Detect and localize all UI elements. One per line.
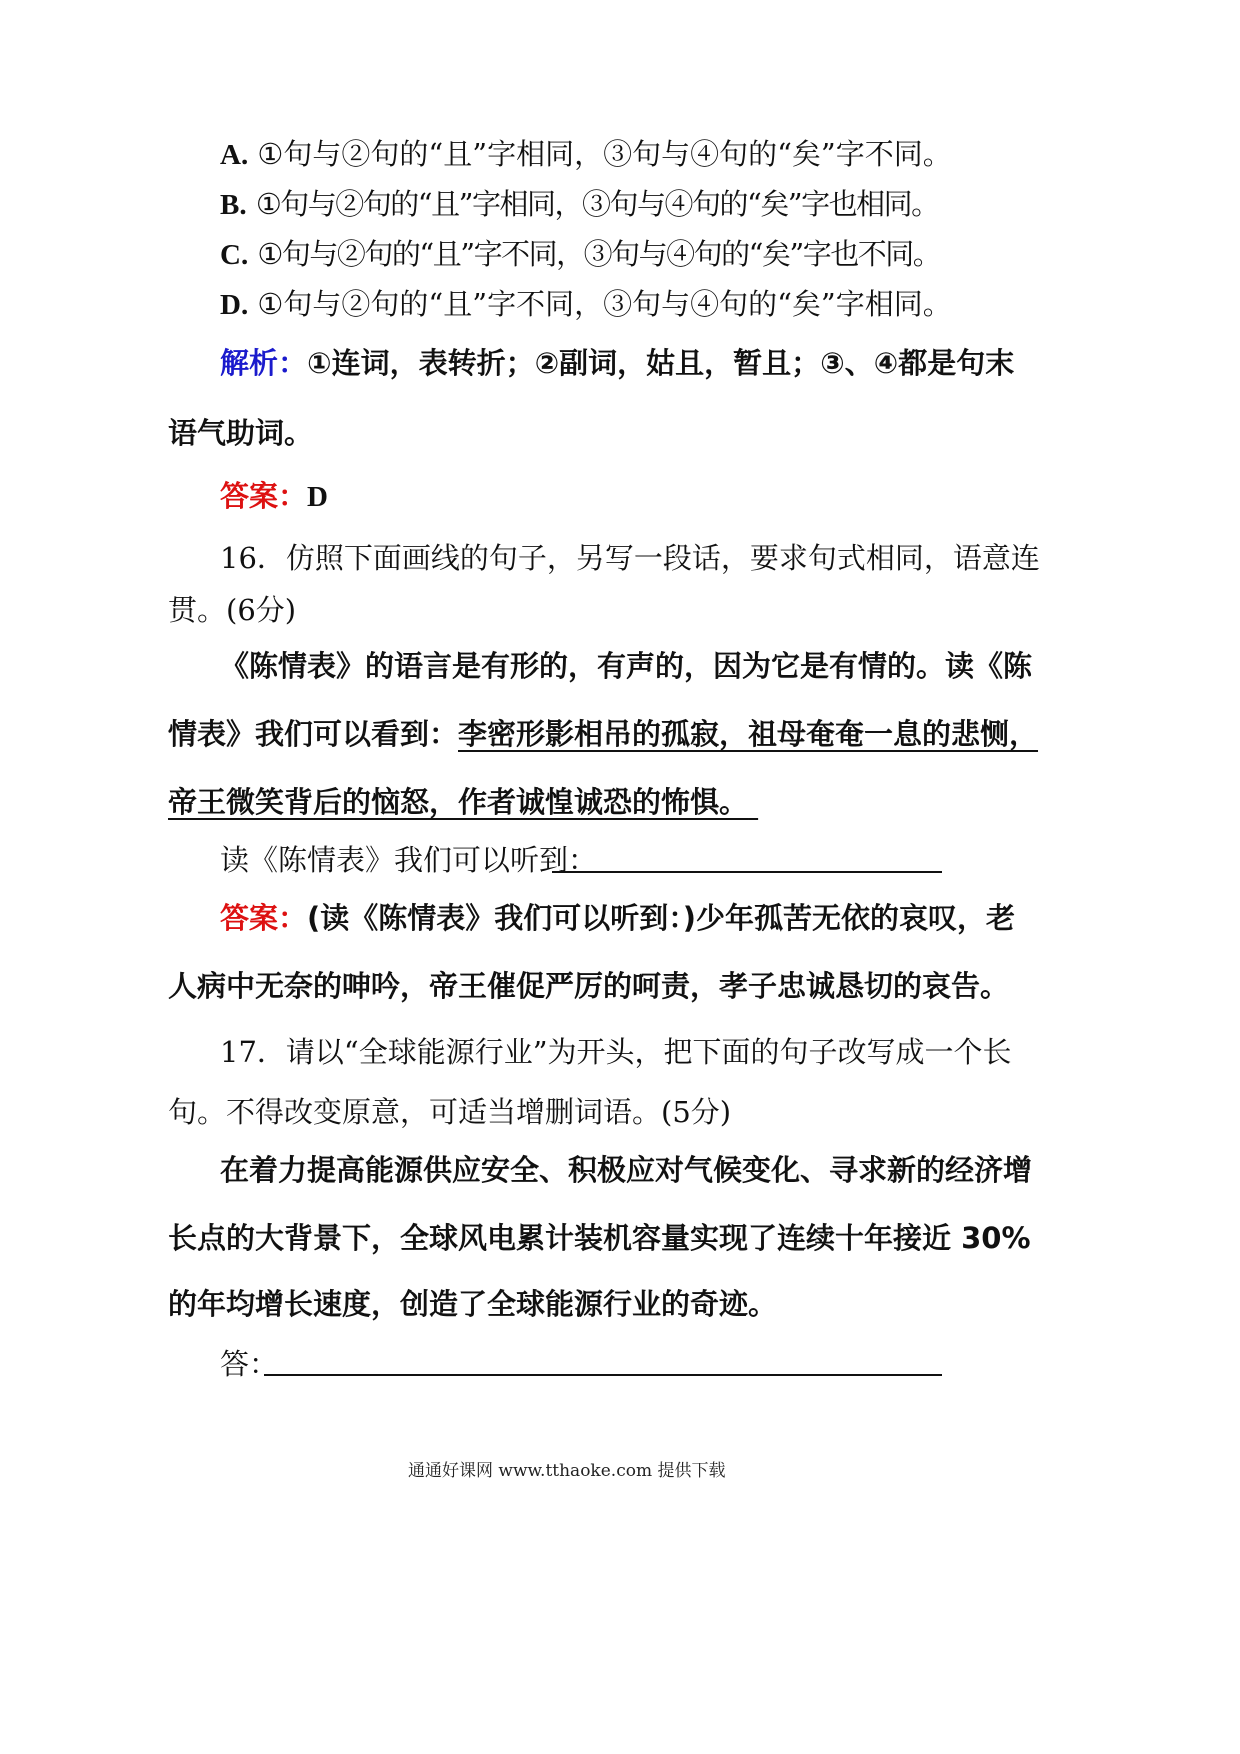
q17-prompt-cont: 句。不得改变原意，可适当增删词语。(5分) [168,1095,732,1129]
analysis-text: ①连词，表转折；②副词，姑且，暂且；③、④都是句末 [307,346,1015,380]
underlined-sentence: 李密形影相吊的孤寂，祖母奄奄一息的悲恻， [458,717,1039,751]
option-letter: D. [220,289,249,321]
q17-passage-line2: 长点的大背景下，全球风电累计装机容量实现了连续十年接近 30% [168,1221,1031,1255]
q16-fill-prompt: 读《陈情表》我们可以听到： [220,843,598,877]
q17-prompt: 17．请以“全球能源行业”为开头，把下面的句子改写成一个长 [220,1035,1012,1069]
option-letter: A. [220,139,249,171]
answer-text: (读《陈情表》我们可以听到：)少年孤苦无依的哀叹，老 [307,901,1016,935]
option-b [220,186,939,223]
q16-passage-line3 [168,784,758,820]
page-footer: 通通好课网 www.tthaoke.com 提供下载 [408,1461,726,1481]
answer-value: D [307,481,328,513]
q17-passage-line3: 的年均增长速度，创造了全球能源行业的奇迹。 [168,1287,778,1321]
q15-analysis-cont: 语气助词。 [168,416,314,450]
answer-label: 答案： [220,901,308,935]
q16-passage-line1: 《陈情表》的语言是有形的，有声的，因为它是有情的。读《陈 [220,649,1033,683]
option-c [220,236,940,273]
option-text: ①句与②句的“且”字不同，③句与④句的“矣”字也不同。 [257,237,941,271]
analysis-label: 解析： [220,346,308,380]
underlined-sentence-cont: 帝王微笑背后的恼怒，作者诚惶诚恐的怖惧。 [168,785,749,819]
option-letter: C. [220,239,249,271]
answer-label: 答案： [220,479,308,513]
option-text: ①句与②句的“且”字相同，③句与④句的“矣”字也相同。 [255,187,939,221]
q15-answer [220,478,328,515]
option-text: ①句与②句的“且”字不同，③句与④句的“矣”字相同。 [257,287,952,321]
option-text: ①句与②句的“且”字相同，③句与④句的“矣”字不同。 [257,137,952,171]
q16-prompt: 16．仿照下面画线的句子，另写一段话，要求句式相同，语意连 [220,541,1040,575]
q15-analysis [220,345,1014,381]
q16-answer [220,900,1015,936]
q16-answer-blank[interactable] [552,871,942,873]
q16-prompt-cont: 贯。(6分) [168,593,297,627]
q17-answer-blank[interactable] [264,1374,942,1376]
passage-prefix: 情表》我们可以看到： [168,717,459,751]
option-a [220,136,952,173]
option-d [220,286,952,323]
q17-answer-prompt: 答： [220,1347,279,1381]
q17-passage-line1: 在着力提高能源供应安全、积极应对气候变化、寻求新的经济增 [220,1153,1033,1187]
option-letter: B. [220,189,247,221]
q16-passage-line2 [168,716,1038,752]
q16-answer-cont: 人病中无奈的呻吟，帝王催促严厉的呵责，孝子忠诚恳切的哀告。 [168,969,1010,1003]
